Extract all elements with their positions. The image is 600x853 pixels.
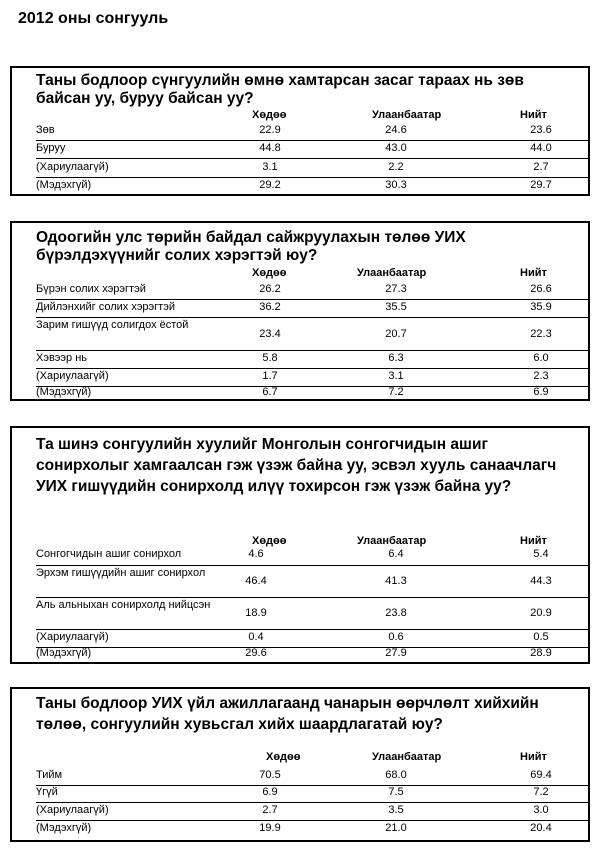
table-row xyxy=(36,124,588,140)
value-rural: 22.9 xyxy=(259,124,281,136)
value-ulaanbaatar: 35.5 xyxy=(385,301,407,313)
value-ulaanbaatar: 6.3 xyxy=(388,352,404,364)
row-divider xyxy=(36,802,588,803)
value-total: 69.4 xyxy=(530,769,552,781)
column-header-total: Нийт xyxy=(520,535,547,547)
value-ulaanbaatar: 21.0 xyxy=(385,822,407,834)
table-row xyxy=(36,370,588,386)
row-divider xyxy=(36,317,588,318)
column-header-rural: Хөдөө xyxy=(266,751,301,763)
survey-section-2 xyxy=(10,221,590,401)
column-header-rural: Хөдөө xyxy=(252,109,287,121)
value-rural: 0.4 xyxy=(248,631,264,643)
table-row xyxy=(36,566,588,596)
row-label: (Хариулаагүй) xyxy=(36,804,109,816)
value-total: 7.2 xyxy=(533,786,549,798)
row-label: Эрхэм гишүүдийн ашиг сонирхол xyxy=(36,567,206,579)
value-rural: 3.1 xyxy=(262,161,278,173)
table-row xyxy=(36,769,588,785)
table-row xyxy=(36,804,588,820)
value-total: 0.5 xyxy=(533,631,549,643)
table-row xyxy=(36,631,588,647)
column-header-ulaanbaatar: Улаанбаатар xyxy=(357,535,427,547)
value-rural: 5.8 xyxy=(262,352,278,364)
row-label: Сонгогчидын ашиг сонирхол xyxy=(36,548,182,560)
value-ulaanbaatar: 27.9 xyxy=(385,647,407,659)
question-text: Та шинэ сонгуулийн хуулийг Монголын сонгогчидын ашиг сонирхолыг хамгаалсан гэж үзэж байна уу, эсвэл хууль санаачлагч УИХ гишүүдийн сонирхолд илүү тохирсон гэж үзэж байна уу? xyxy=(36,436,557,495)
table-row xyxy=(36,548,588,564)
value-total: 6.9 xyxy=(533,386,549,398)
value-rural: 1.7 xyxy=(262,370,278,382)
value-ulaanbaatar: 7.5 xyxy=(388,786,404,798)
row-divider xyxy=(36,368,588,369)
table-row xyxy=(36,598,588,628)
value-rural: 26.2 xyxy=(259,283,281,295)
column-header-rural: Хөдөө xyxy=(252,535,287,547)
table-row xyxy=(36,301,588,317)
value-total: 20.9 xyxy=(530,607,552,619)
row-divider xyxy=(36,299,588,300)
value-ulaanbaatar: 0.6 xyxy=(388,631,404,643)
table-row xyxy=(36,352,588,368)
value-total: 23.6 xyxy=(530,124,552,136)
page-title: 2012 оны сонгууль xyxy=(18,10,169,27)
value-rural: 46.4 xyxy=(245,575,267,587)
row-label: Хэвээр нь xyxy=(36,352,87,364)
value-total: 6.0 xyxy=(533,352,549,364)
value-rural: 2.7 xyxy=(262,804,278,816)
row-divider xyxy=(36,820,588,821)
value-ulaanbaatar: 68.0 xyxy=(385,769,407,781)
row-label: (Мэдэхгүй) xyxy=(36,822,92,834)
row-label: (Хариулаагүй) xyxy=(36,631,109,643)
value-rural: 6.9 xyxy=(262,786,278,798)
column-header-total: Нийт xyxy=(520,751,547,763)
survey-section-3 xyxy=(10,426,590,664)
survey-section-1 xyxy=(10,66,590,196)
column-header-ulaanbaatar: Улаанбаатар xyxy=(372,109,442,121)
value-rural: 36.2 xyxy=(259,301,281,313)
value-total: 29.7 xyxy=(530,179,552,191)
value-rural: 29.6 xyxy=(245,647,267,659)
row-divider xyxy=(36,140,588,141)
value-ulaanbaatar: 41.3 xyxy=(385,575,407,587)
row-divider xyxy=(36,629,588,630)
table-row xyxy=(36,142,588,158)
value-ulaanbaatar: 6.4 xyxy=(388,548,404,560)
value-total: 2.3 xyxy=(533,370,549,382)
row-label: (Мэдэхгүй) xyxy=(36,386,92,398)
row-label: (Хариулаагүй) xyxy=(36,161,109,173)
value-rural: 4.6 xyxy=(248,548,264,560)
row-label: Зарим гишүүд солигдох ёстой xyxy=(36,319,189,331)
value-total: 44.3 xyxy=(530,575,552,587)
row-label: (Мэдэхгүй) xyxy=(36,179,92,191)
table-row xyxy=(36,386,588,402)
value-total: 26.6 xyxy=(530,283,552,295)
value-ulaanbaatar: 27.3 xyxy=(385,283,407,295)
value-ulaanbaatar: 43.0 xyxy=(385,142,407,154)
value-total: 44.0 xyxy=(530,142,552,154)
row-label: Аль альныхан сонирхолд нийцсэн xyxy=(36,599,211,611)
value-ulaanbaatar: 2.2 xyxy=(388,161,404,173)
question-text: Таны бодлоор сүнгуулийн өмнө хамтарсан засаг тараах нь зөв байсан уу, буруу байсан уу? xyxy=(36,72,524,107)
value-rural: 6.7 xyxy=(262,386,278,398)
table-row xyxy=(36,822,588,838)
row-label: Тийм xyxy=(36,769,63,781)
row-label: (Хариулаагүй) xyxy=(36,370,109,382)
value-ulaanbaatar: 30.3 xyxy=(385,179,407,191)
table-row xyxy=(36,786,588,802)
value-rural: 70.5 xyxy=(259,769,281,781)
value-ulaanbaatar: 24.6 xyxy=(385,124,407,136)
row-label: Зөв xyxy=(36,124,55,136)
value-total: 3.0 xyxy=(533,804,549,816)
row-divider xyxy=(36,350,588,351)
question-text: Одоогийн улс төрийн байдал сайжруулахын төлөө УИХ бүрэлдэхүүнийг солих хэрэгтэй юу? xyxy=(36,229,466,264)
value-ulaanbaatar: 3.1 xyxy=(388,370,404,382)
value-ulaanbaatar: 23.8 xyxy=(385,607,407,619)
value-rural: 44.8 xyxy=(259,142,281,154)
column-header-total: Нийт xyxy=(520,267,547,279)
column-header-ulaanbaatar: Улаанбаатар xyxy=(357,267,427,279)
value-rural: 19.9 xyxy=(259,822,281,834)
row-label: Бүрэн солих хэрэгтэй xyxy=(36,283,146,295)
value-ulaanbaatar: 20.7 xyxy=(385,328,407,340)
value-total: 5.4 xyxy=(533,548,549,560)
value-rural: 23.4 xyxy=(259,328,281,340)
table-row xyxy=(36,647,588,663)
value-rural: 29.2 xyxy=(259,179,281,191)
column-header-rural: Хөдөө xyxy=(252,267,287,279)
value-total: 22.3 xyxy=(530,328,552,340)
value-ulaanbaatar: 7.2 xyxy=(388,386,404,398)
survey-section-4 xyxy=(10,687,590,842)
question-text: Таны бодлоор УИХ үйл ажиллагаанд чанарын өөрчлөлт хийхийн төлөө, сонгуулийн хувьсгал хийх шаардлагатай юу? xyxy=(36,695,539,733)
value-total: 20.4 xyxy=(530,822,552,834)
table-row xyxy=(36,283,588,299)
value-rural: 18.9 xyxy=(245,607,267,619)
table-row xyxy=(36,161,588,177)
value-total: 28.9 xyxy=(530,647,552,659)
row-label: Буруу xyxy=(36,142,66,154)
row-label: Үгүй xyxy=(36,786,58,798)
column-header-total: Нийт xyxy=(520,109,547,121)
row-divider xyxy=(36,177,588,178)
row-divider xyxy=(36,158,588,159)
value-total: 2.7 xyxy=(533,161,549,173)
value-total: 35.9 xyxy=(530,301,552,313)
table-row xyxy=(36,179,588,195)
column-header-ulaanbaatar: Улаанбаатар xyxy=(372,751,442,763)
row-label: (Мэдэхгүй) xyxy=(36,647,92,659)
value-ulaanbaatar: 3.5 xyxy=(388,804,404,816)
table-row xyxy=(36,319,588,349)
row-label: Дийлэнхийг солих хэрэгтэй xyxy=(36,301,175,313)
